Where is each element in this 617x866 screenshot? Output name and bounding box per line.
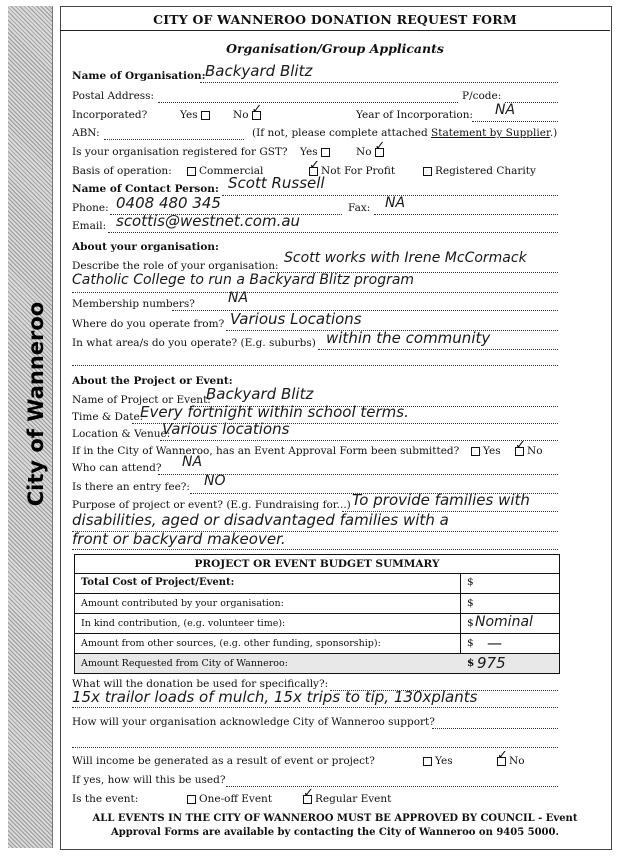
project-name-field[interactable]: Backyard Blitz xyxy=(206,385,314,403)
postal-address-field[interactable] xyxy=(158,102,458,103)
income-use-label: If yes, how will this be used? xyxy=(72,774,226,786)
attend-label: Who can attend? xyxy=(72,462,162,474)
incorporated-label: Incorporated? xyxy=(72,109,148,121)
budget-row-label: Amount from other sources, (e.g. other funding, sponsorship): xyxy=(81,638,381,649)
budget-requested-field[interactable]: 975 xyxy=(477,654,506,672)
statement-by-supplier-link[interactable]: Statement by Supplier xyxy=(431,127,550,139)
budget-row-other-sources xyxy=(75,634,559,654)
year-field[interactable]: NA xyxy=(495,102,516,118)
budget-title: PROJECT OR EVENT BUDGET SUMMARY xyxy=(75,555,559,574)
role-field-1[interactable]: Scott works with Irene McCormack xyxy=(284,250,527,266)
phone-label: Phone: xyxy=(72,202,109,214)
event-type-label: Is the event: xyxy=(72,793,139,805)
operate-field[interactable]: Various Locations xyxy=(230,310,362,328)
income-yes: Yes xyxy=(420,755,453,767)
budget-row-label: In kind contribution, (e.g. volunteer time): xyxy=(81,618,286,629)
location-field[interactable]: Various locations xyxy=(162,420,290,438)
location-label: Location & Venue: xyxy=(72,428,171,440)
donation-use-label: What will the donation be used for specifically?: xyxy=(72,678,329,690)
time-field[interactable]: Every fortnight within school terms. xyxy=(140,403,409,421)
budget-other-sources-field[interactable]: — xyxy=(487,634,502,652)
role-label: Describe the role of your organisation: xyxy=(72,260,279,272)
footer-notice-line-1: ALL EVENTS IN THE CITY OF WANNEROO MUST BE APPROVED BY COUNCIL - Event xyxy=(92,813,578,824)
membership-field[interactable]: NA xyxy=(228,290,249,306)
budget-row-in-kind xyxy=(75,614,559,634)
donation-use-line-2 xyxy=(72,707,558,708)
approval-no: ✓ No xyxy=(512,445,543,457)
purpose-line-3 xyxy=(72,549,558,550)
basis-not-for-profit: ✓ Not For Profit xyxy=(306,165,395,177)
budget-row-requested xyxy=(75,654,559,673)
org-name-field[interactable]: Backyard Blitz xyxy=(205,62,313,80)
event-one-off: One-off Event xyxy=(184,793,272,805)
footer-notice-line-2: Approval Forms are available by contacting the City of Wanneroo on 9405 5000. xyxy=(111,827,559,838)
budget-row-contributed xyxy=(75,594,559,614)
abn-label: ABN: xyxy=(72,127,100,139)
budget-row-label: Amount contributed by your organisation: xyxy=(81,598,284,609)
budget-in-kind-field[interactable]: Nominal xyxy=(475,614,533,630)
donation-use-field[interactable]: 15x trailor loads of mulch, 15x trips to tip, 130xplants xyxy=(72,688,478,706)
budget-row-label: Total Cost of Project/Event: xyxy=(81,577,235,588)
fee-label: Is there an entry fee?: xyxy=(72,481,190,493)
project-name-label: Name of Project or Event: xyxy=(72,394,211,406)
purpose-field-2[interactable]: disabilities, aged or disadvantaged families with a xyxy=(72,511,449,529)
budget-row-currency: $ xyxy=(467,597,474,609)
sidebar-title: City of Wanneroo xyxy=(24,301,48,507)
acknowledge-field[interactable] xyxy=(432,728,558,729)
year-line xyxy=(472,121,558,122)
registered-charity-checkbox[interactable] xyxy=(423,167,432,176)
gst-no-checkbox[interactable] xyxy=(375,148,384,157)
location-line xyxy=(160,440,558,441)
area-line-1 xyxy=(318,349,558,350)
org-name-line xyxy=(200,82,558,83)
fax-field[interactable]: NA xyxy=(385,195,406,211)
purpose-field-3[interactable]: front or backyard makeover. xyxy=(72,530,286,548)
operate-label: Where do you operate from? xyxy=(72,318,225,330)
gst-label: Is your organisation registered for GST? xyxy=(72,146,288,158)
approval-label: If in the City of Wanneroo, has an Event Approval Form been submitted? xyxy=(72,445,460,457)
fee-field[interactable]: NO xyxy=(204,473,226,489)
fax-label: Fax: xyxy=(348,202,371,214)
role-line-2 xyxy=(72,292,558,293)
purpose-label: Purpose of project or event? (E.g. Fundraising for...) xyxy=(72,499,351,511)
incorporated-yes-checkbox[interactable] xyxy=(201,111,210,120)
fax-line xyxy=(374,214,558,215)
approval-yes: Yes xyxy=(468,445,501,457)
incorporated-no: No✓ xyxy=(233,109,264,121)
form-title: CITY OF WANNEROO DONATION REQUEST FORM xyxy=(153,12,517,27)
income-yes-checkbox[interactable] xyxy=(423,757,432,766)
budget-row-label: Amount Requested from City of Wanneroo: xyxy=(81,658,288,669)
one-off-event-checkbox[interactable] xyxy=(187,795,196,804)
approval-no-checkbox[interactable] xyxy=(515,447,524,456)
contact-label: Name of Contact Person: xyxy=(72,183,219,195)
gst-no: No✓ xyxy=(356,146,387,158)
income-use-field[interactable] xyxy=(226,786,558,787)
event-regular: ✓ Regular Event xyxy=(300,793,391,805)
area-line-2[interactable] xyxy=(72,365,558,366)
role-field-2[interactable]: Catholic College to run a Backyard Blitz program xyxy=(72,272,415,288)
sidebar-banner xyxy=(8,6,53,848)
postal-label: Postal Address: xyxy=(72,90,155,102)
gst-yes-checkbox[interactable] xyxy=(321,148,330,157)
time-label: Time & Date: xyxy=(72,411,144,423)
postcode-label: P/code: xyxy=(462,90,502,102)
email-field[interactable]: scottis@westnet.com.au xyxy=(116,212,301,230)
budget-row-currency: $ xyxy=(467,657,475,669)
acknowledge-line-2[interactable] xyxy=(72,747,558,748)
org-name-label: Name of Organisation: xyxy=(72,70,206,82)
acknowledge-label: How will your organisation acknowledge City of Wanneroo support? xyxy=(72,716,435,728)
budget-row-currency: $ xyxy=(467,576,474,588)
phone-field[interactable]: 0408 480 345 xyxy=(116,194,221,212)
purpose-field-1[interactable]: To provide families with xyxy=(352,491,530,509)
area-field[interactable]: within the community xyxy=(326,329,491,347)
basis-registered-charity: Registered Charity xyxy=(420,165,536,177)
form-subtitle: Organisation/Group Applicants xyxy=(226,41,444,56)
budget-summary-table xyxy=(74,554,560,674)
budget-row-currency: $ xyxy=(467,617,474,629)
incorporated-no-checkbox[interactable] xyxy=(252,111,261,120)
attend-field[interactable]: NA xyxy=(182,454,203,470)
membership-label: Membership numbers? xyxy=(72,298,195,310)
about-org-heading: About your organisation: xyxy=(72,241,219,253)
year-label: Year of Incorporation: xyxy=(356,109,474,121)
email-line xyxy=(108,232,558,233)
commercial-checkbox[interactable] xyxy=(187,167,196,176)
income-label: Will income be generated as a result of event or project? xyxy=(72,755,375,767)
title-divider xyxy=(60,30,610,31)
incorporated-yes: Yes xyxy=(180,109,213,121)
email-label: Email: xyxy=(72,220,107,232)
area-label: In what area/s do you operate? (E.g. suburbs) xyxy=(72,337,316,349)
income-no: ✓ No xyxy=(494,755,525,767)
regular-event-checkbox[interactable] xyxy=(303,795,312,804)
abn-field[interactable] xyxy=(104,139,244,140)
budget-row-total xyxy=(75,573,559,594)
basis-label: Basis of operation: xyxy=(72,165,172,177)
budget-row-currency: $ xyxy=(467,637,474,649)
project-heading: About the Project or Event: xyxy=(72,375,233,387)
abn-note: (If not, please complete attached Statement by Supplier.) xyxy=(252,127,558,139)
income-no-checkbox[interactable] xyxy=(497,757,506,766)
contact-field[interactable]: Scott Russell xyxy=(228,174,325,192)
gst-yes: Yes xyxy=(300,146,333,158)
approval-yes-checkbox[interactable] xyxy=(471,447,480,456)
basis-commercial: Commercial xyxy=(184,165,263,177)
